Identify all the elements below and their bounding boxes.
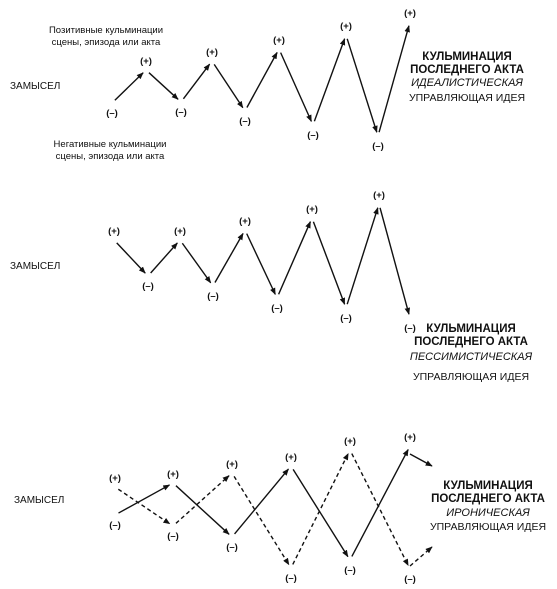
negative-climax-mark: (–) — [175, 107, 187, 118]
positive-note-line2: сцены, эпизода или акта — [51, 37, 161, 48]
positive-climax-mark: (+) — [109, 473, 121, 484]
climax-type: ИДЕАЛИСТИЧЕСКАЯ — [411, 77, 523, 89]
positive-climax-mark: (+) — [167, 469, 179, 480]
diagram-pessimistic — [10, 190, 533, 383]
negative-note-line1: Негативные кульминации — [53, 139, 167, 150]
idea-label: ЗАМЫСЕЛ — [14, 495, 65, 506]
negative-climax-mark: (–) — [142, 281, 154, 292]
climax-marks — [109, 432, 416, 585]
diagram-idealistic — [10, 8, 525, 162]
negative-climax-mark: (–) — [239, 116, 251, 127]
negative-climax-mark: (–) — [106, 108, 118, 119]
zigzag-lines — [118, 450, 432, 566]
idea-label: ЗАМЫСЕЛ — [10, 261, 61, 272]
positive-note-line1: Позитивные кульминации — [48, 25, 164, 36]
arc-segment — [235, 469, 289, 534]
positive-climax-mark: (+) — [344, 436, 356, 447]
positive-climax-mark: (+) — [404, 432, 416, 443]
negative-climax-mark: (–) — [307, 130, 319, 141]
arc-segment — [347, 39, 377, 132]
arc-segment — [182, 243, 210, 282]
negative-climax-mark: (–) — [167, 531, 179, 542]
climax-title-line2: ПОСЛЕДНЕГО АКТА — [414, 336, 528, 348]
positive-climax-mark: (+) — [108, 226, 120, 237]
positive-climax-mark: (+) — [404, 8, 416, 19]
dashed-arc-segment — [293, 454, 348, 565]
diagram-ironic — [14, 432, 546, 585]
arc-segment — [115, 73, 143, 100]
arc-segment — [183, 64, 209, 99]
positive-climax-mark: (+) — [206, 47, 218, 58]
controlling-idea-label: УПРАВЛЯЮЩАЯ ИДЕЯ — [408, 92, 526, 104]
positive-climax-mark: (+) — [273, 35, 285, 46]
positive-climax-mark: (+) — [174, 226, 186, 237]
positive-climax-mark: (+) — [239, 216, 251, 227]
controlling-idea-label: УПРАВЛЯЮЩАЯ ИДЕЯ — [429, 521, 547, 533]
climax-marks — [108, 190, 416, 334]
negative-climax-mark: (–) — [207, 291, 219, 302]
negative-climax-mark: (–) — [372, 141, 384, 152]
climax-title-line1: КУЛЬМИНАЦИЯ — [422, 51, 512, 63]
arc-segment — [247, 234, 276, 295]
negative-note-line2: сцены, эпизода или акта — [55, 151, 165, 162]
dashed-final-arrow — [410, 547, 432, 566]
positive-climax-mark: (+) — [285, 452, 297, 463]
negative-climax-mark: (–) — [404, 323, 416, 334]
climax-type: ИРОНИЧЕСКАЯ — [446, 507, 530, 519]
negative-climax-mark: (–) — [340, 313, 352, 324]
arc-segment — [352, 450, 408, 557]
climax-title-line1: КУЛЬМИНАЦИЯ — [426, 323, 516, 335]
arc-segment — [293, 469, 348, 556]
climax-type: ПЕССИМИСТИЧЕСКАЯ — [409, 351, 533, 363]
arc-segment — [214, 64, 243, 107]
arc-segment — [151, 243, 178, 273]
climax-title-line2: ПОСЛЕДНЕГО АКТА — [431, 493, 545, 505]
arc-segment — [313, 222, 344, 305]
final-arrow — [410, 454, 432, 466]
arc-segment — [215, 233, 243, 282]
climax-title-line2: ПОСЛЕДНЕГО АКТА — [410, 64, 524, 76]
positive-climax-mark: (+) — [140, 56, 152, 67]
dashed-arc-segment — [234, 476, 289, 564]
dashed-arc-segment — [118, 489, 169, 524]
negative-climax-mark: (–) — [285, 573, 297, 584]
negative-climax-mark: (–) — [404, 574, 416, 585]
controlling-idea-label: УПРАВЛЯЮЩАЯ ИДЕЯ — [412, 371, 530, 383]
climax-title-line1: КУЛЬМИНАЦИЯ — [443, 480, 533, 492]
arc-segment — [379, 26, 409, 132]
arc-segment — [149, 73, 178, 100]
arc-segment — [314, 39, 344, 121]
zigzag-lines — [117, 208, 409, 314]
negative-climax-mark: (–) — [226, 542, 238, 553]
idea-label: ЗАМЫСЕЛ — [10, 81, 61, 92]
negative-climax-mark: (–) — [344, 565, 356, 576]
positive-climax-mark: (+) — [340, 21, 352, 32]
arc-segment — [247, 53, 277, 108]
negative-climax-mark: (–) — [109, 520, 121, 531]
positive-climax-mark: (+) — [226, 459, 238, 470]
negative-climax-mark: (–) — [271, 303, 283, 314]
positive-climax-mark: (+) — [373, 190, 385, 201]
positive-climax-mark: (+) — [306, 204, 318, 215]
dashed-arc-segment — [352, 454, 408, 566]
arc-segment — [380, 208, 409, 314]
arc-segment — [117, 243, 146, 273]
arc-segment — [176, 486, 229, 535]
arc-segment — [279, 222, 311, 295]
arc-segment — [281, 53, 312, 122]
arc-segment — [119, 485, 170, 513]
dashed-arc-segment — [176, 476, 229, 524]
arc-segment — [347, 208, 378, 304]
